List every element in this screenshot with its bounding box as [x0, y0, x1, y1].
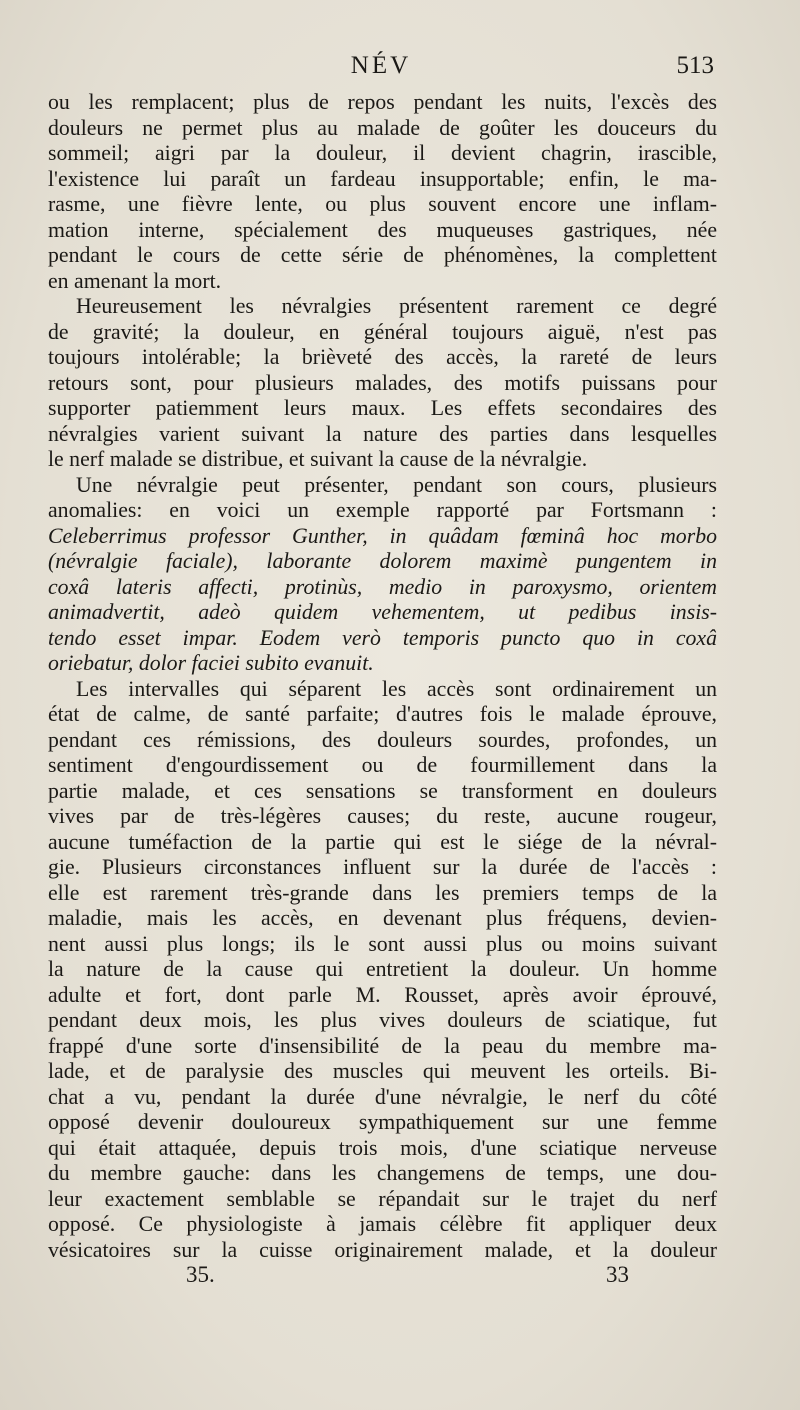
- text-line: l'existence lui paraît un fardeau insupportable; enfin, le ma-: [48, 166, 717, 191]
- text-line: tendo esset impar. Eodem verò temporis puncto quo in coxâ: [48, 625, 717, 650]
- gathering-mark: 33: [606, 1262, 629, 1287]
- text-line: nent aussi plus longs; ils le sont aussi plus ou moins suivant: [48, 931, 717, 956]
- text-line: Les intervalles qui séparent les accès sont ordinairement un: [76, 676, 717, 701]
- text-line: retours sont, pour plusieurs malades, des motifs puissans pour: [48, 370, 717, 395]
- text-line: leur exactement semblable se répandait sur le trajet du nerf: [48, 1186, 717, 1211]
- text-line: pendant le cours de cette série de phénomènes, la complettent: [48, 243, 717, 267]
- text-line: douleurs ne permet plus au malade de goûter les douceurs du: [48, 115, 717, 140]
- text-line: aucune tuméfaction de la partie qui est le siége de la névral-: [48, 829, 717, 854]
- text-line: du membre gauche: dans les changemens de temps, une dou-: [48, 1161, 717, 1185]
- text-line: coxâ lateris affecti, protinùs, medio in paroxysmo, orientem: [48, 574, 717, 599]
- text-line: anomalies: en voici un exemple rapporté par Fortsmann :: [48, 498, 717, 522]
- text-line: frappé d'une sorte d'insensibilité de la peau du membre ma-: [48, 1033, 717, 1058]
- body-text: [48, 90, 717, 1263]
- text-line: oriebatur, dolor faciei subito evanuit.: [48, 651, 374, 675]
- text-line: elle est rarement très-grande dans les premiers temps de la: [48, 880, 717, 905]
- text-line: pendant deux mois, les plus vives douleurs de sciatique, fut: [48, 1008, 717, 1032]
- page-footer: [48, 1262, 717, 1292]
- text-line: qui était attaquée, depuis trois mois, d'une sciatique nerveuse: [48, 1135, 717, 1160]
- text-line: mation interne, spécialement des muqueuses gastriques, née: [48, 217, 717, 242]
- text-line: névralgies varient suivant la nature des parties dans lesquelles: [48, 421, 717, 446]
- text-line: chat a vu, pendant la durée d'une névralgie, le nerf du côté: [48, 1084, 717, 1109]
- text-line: lade, et de paralysie des muscles qui meuvent les orteils. Bi-: [48, 1059, 717, 1083]
- text-line: sommeil; aigri par la douleur, il devient chagrin, irascible,: [48, 141, 717, 165]
- text-line: vives par de très-légères causes; du reste, aucune rougeur,: [48, 804, 717, 828]
- page-header: [48, 52, 714, 88]
- text-line: sentiment d'engourdissement ou de fourmillement dans la: [48, 753, 717, 777]
- text-line: pendant ces rémissions, des douleurs sourdes, profondes, un: [48, 727, 717, 752]
- text-line: de gravité; la douleur, en général toujours aiguë, n'est pas: [48, 319, 717, 344]
- text-line: opposé. Ce physiologiste à jamais célèbre fit appliquer deux: [48, 1212, 717, 1236]
- text-line: partie malade, et ces sensations se transforment en douleurs: [48, 778, 717, 803]
- text-line: animadvertit, adeò quidem vehementem, ut pedibus insis-: [48, 600, 717, 624]
- text-line: en amenant la mort.: [48, 268, 222, 293]
- running-head: NÉV: [350, 52, 412, 79]
- text-line: Une névralgie peut présenter, pendant son cours, plusieurs: [76, 472, 717, 497]
- text-line: adulte et fort, dont parle M. Rousset, après avoir éprouvé,: [48, 982, 717, 1007]
- text-line: maladie, mais les accès, en devenant plus fréquens, devien-: [48, 906, 717, 930]
- text-line: supporter patiemment leurs maux. Les effets secondaires des: [48, 396, 717, 420]
- page-number: 513: [676, 52, 714, 79]
- text-line: gie. Plusieurs circonstances influent sur la durée de l'accès :: [48, 855, 717, 879]
- text-line: rasme, une fièvre lente, ou plus souvent encore une inflam-: [48, 192, 717, 216]
- text-line: ou les remplacent; plus de repos pendant les nuits, l'excès des: [48, 90, 717, 114]
- text-line: toujours intolérable; la brièveté des accès, la rareté de leurs: [48, 345, 717, 369]
- text-line: opposé devenir douloureux sympathiquement sur une femme: [48, 1110, 717, 1134]
- text-line: Heureusement les névralgies présentent rarement ce degré: [76, 294, 717, 318]
- text-line: le nerf malade se distribue, et suivant la cause de la névralgie.: [48, 447, 588, 471]
- text-line: état de calme, de santé parfaite; d'autres fois le malade éprouve,: [48, 702, 717, 726]
- text-line: (névralgie faciale), laborante dolorem maximè pungentem in: [48, 549, 717, 573]
- text-line: la nature de la cause qui entretient la douleur. Un homme: [48, 957, 717, 981]
- text-line: Celeberrimus professor Gunther, in quâdam fœminâ hoc morbo: [48, 523, 717, 548]
- signature-mark: 35.: [186, 1262, 215, 1287]
- text-line: vésicatoires sur la cuisse originairement malade, et la douleur: [48, 1237, 717, 1262]
